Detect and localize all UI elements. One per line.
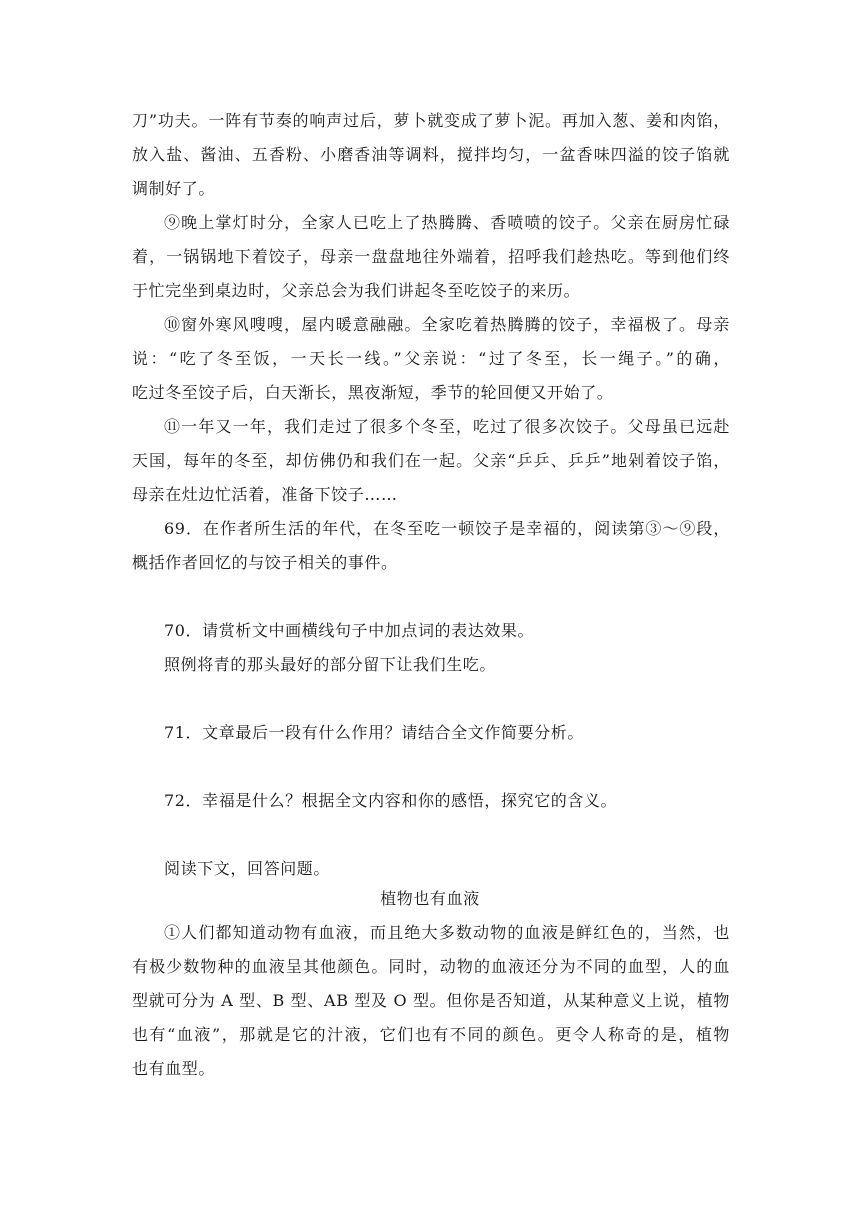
reading-instruction: 阅读下文，回答问题。 <box>164 859 331 878</box>
question-69-line-1: 69．在作者所生活的年代，在冬至吃一顿饺子是幸福的，阅读第③～⑨段， <box>164 519 730 538</box>
question-71: 71．文章最后一段有什么作用？请结合全文作简要分析。 <box>164 723 584 742</box>
article-paragraph-1-line-1: ①人们都知道动物有血液，而且绝大多数动物的血液是鲜红色的，当然，也 <box>164 923 730 942</box>
article-title: 植物也有血液 <box>380 889 480 908</box>
paragraph-11-line-3: 母亲在灶边忙活着，准备下饺子…… <box>132 485 398 504</box>
question-69-line-2: 概括作者回忆的与饺子相关的事件。 <box>132 553 398 572</box>
paragraph-9-line-3: 于忙完坐到桌边时，父亲总会为我们讲起冬至吃饺子的来历。 <box>132 281 581 300</box>
paragraph-11-line-2: 天国，每年的冬至，却仿佛仍和我们在一起。父亲“乒乒、乒乒”地剁着饺子馅， <box>132 451 730 470</box>
paragraph-8-line-3: 调制好了。 <box>132 179 216 198</box>
article-paragraph-1-line-2: 有极少数物种的血液呈其他颜色。同时，动物的血液还分为不同的血型，人的血 <box>132 957 730 976</box>
article-paragraph-1-line-4: 也有“血液”，那就是它的汁液，它们也有不同的颜色。更令人称奇的是，植物 <box>132 1025 730 1044</box>
paragraph-9-line-1: ⑨晚上掌灯时分，全家人已吃上了热腾腾、香喷喷的饺子。父亲在厨房忙碌 <box>164 213 730 232</box>
paragraph-9-line-2: 着，一锅锅地下着饺子，母亲一盘盘地往外端着，招呼我们趁热吃。等到他们终 <box>132 247 730 266</box>
article-paragraph-1-line-3: 型就可分为 A 型、B 型、AB 型及 O 型。但你是否知道，从某种意义上说，植物 <box>132 991 730 1010</box>
paragraph-10-line-1: ⑩窗外寒风嗖嗖，屋内暖意融融。全家吃着热腾腾的饺子，幸福极了。母亲 <box>164 315 730 334</box>
paragraph-8-line-1: 刀”功夫。一阵有节奏的响声过后，萝卜就变成了萝卜泥。再加入葱、姜和肉馅， <box>132 111 730 130</box>
paragraph-11-line-1: ⑪一年又一年，我们走过了很多个冬至，吃过了很多次饺子。父母虽已远赴 <box>164 417 730 436</box>
paragraph-8-line-2: 放入盐、酱油、五香粉、小磨香油等调料，搅拌均匀，一盆香味四溢的饺子馅就 <box>132 145 730 164</box>
article-paragraph-1-line-5: 也有血型。 <box>132 1059 216 1078</box>
question-70: 70．请赏析文中画横线句子中加点词的表达效果。 <box>164 621 535 640</box>
paragraph-10-line-2: 说：“吃了冬至饭，一天长一线。”父亲说：“过了冬至，长一绳子。”的确， <box>132 349 730 368</box>
paragraph-10-line-3: 吃过冬至饺子后，白天渐长，黑夜渐短，季节的轮回便又开始了。 <box>132 383 614 402</box>
question-70-example-sentence: 照例将青的那头最好的部分留下让我们生吃。 <box>164 655 497 674</box>
question-72: 72．幸福是什么？根据全文内容和你的感悟，探究它的含义。 <box>164 791 618 810</box>
